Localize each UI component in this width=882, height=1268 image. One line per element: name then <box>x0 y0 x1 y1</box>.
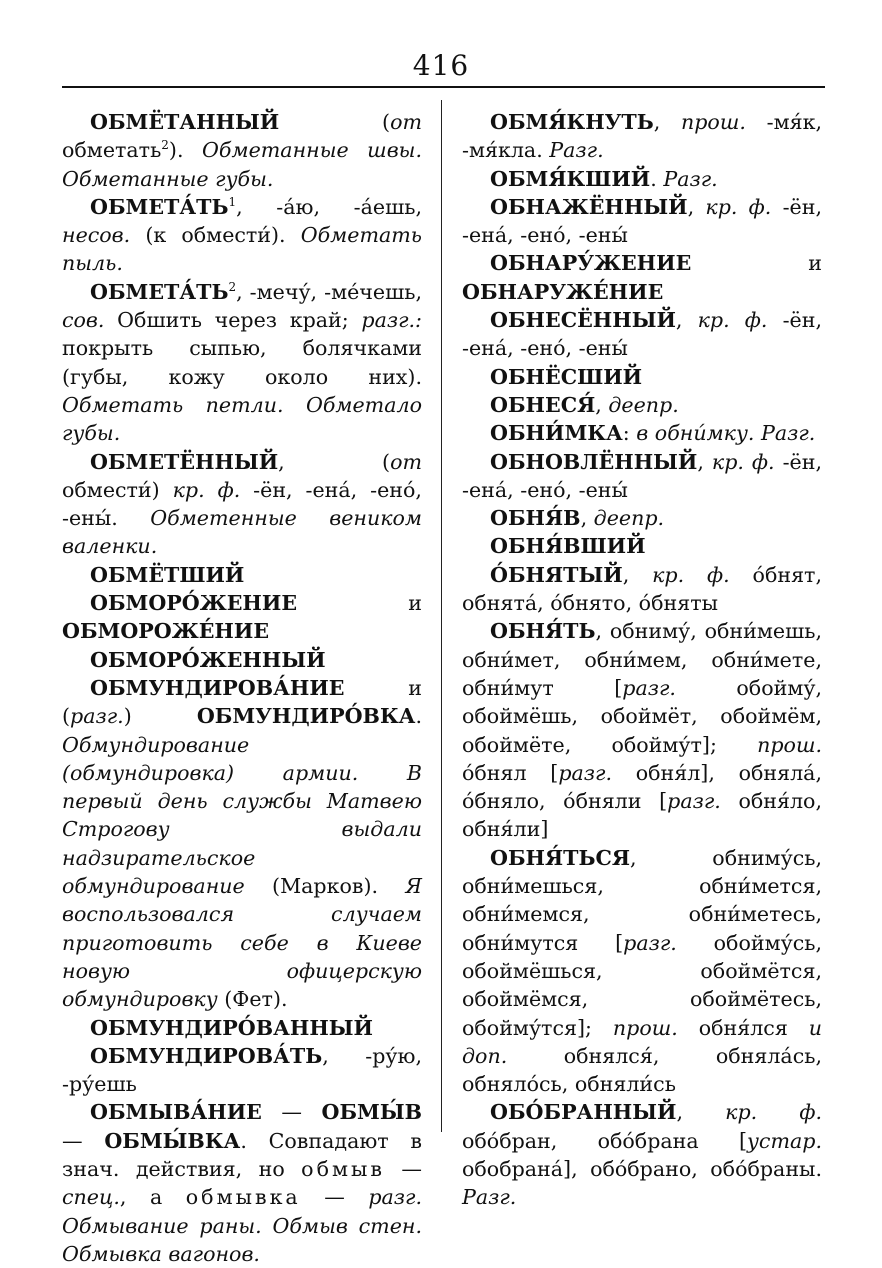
headword: ОБМУНДИРОВА́НИЕ <box>90 675 345 700</box>
entry-text: в обни́мку. Разг. <box>636 421 816 446</box>
entry-text: деепр. <box>593 506 665 531</box>
entry-text: обойму́, обоймёшь, обоймёт, обоймём, обоймёте, обойму́т]; <box>462 675 823 757</box>
entry-text: Обметенные веником валенки. <box>62 506 423 559</box>
dictionary-entry <box>62 1098 422 1268</box>
headword: ОБНЕСЯ́ <box>490 392 596 417</box>
entry-text: Обметанные швы. Обметанные губы. <box>62 138 422 191</box>
entry-text: -ён, -ена́, -ено́, -ены́ <box>462 308 822 361</box>
entry-text: разг. <box>667 789 721 814</box>
dictionary-entry <box>62 674 422 1014</box>
entry-text: , обниму́сь, обни́мешься, обни́мется, обни́мемся, обни́метесь, обни́мутся [ <box>462 845 822 955</box>
dictionary-entry <box>62 278 422 448</box>
entry-text: — <box>300 1185 369 1210</box>
headword: ОБМОРО́ЖЕНИЕ <box>90 591 298 616</box>
headword: ОБМЫ́ВКА <box>104 1128 241 1153</box>
headword: ОБНЯ́ТЬ <box>490 619 596 644</box>
entry-text: от <box>390 110 422 134</box>
dictionary-entry <box>462 306 822 363</box>
headword: ОБМЁТШИЙ <box>90 562 245 587</box>
dictionary-entry <box>462 532 822 560</box>
headword: ОБНЯ́В <box>490 506 581 531</box>
dictionary-entry <box>462 419 822 447</box>
entry-text: прош. <box>757 732 822 757</box>
headword: ОБМЕТЁННЫЙ <box>90 449 279 474</box>
headword: ОБНАРУ́ЖЕНИЕ <box>490 251 692 276</box>
entry-text: -ён, -ена́, -ено́, -ены́ <box>462 194 823 248</box>
headword: ОБМЕТА́ТЬ <box>90 279 229 304</box>
entry-text: Обшить через край; <box>104 308 362 333</box>
entry-text: обмести́) <box>62 477 173 502</box>
entry-text: , обниму́, обни́мешь, обни́мет, обни́мем, обни́мете, обни́мут [ <box>462 619 822 700</box>
entry-text: , а <box>119 1185 186 1210</box>
dictionary-entry <box>462 561 822 618</box>
entry-text: -мя́к, -мя́кла. <box>462 110 822 163</box>
entry-text: , -ру́ю, -ру́ешь <box>62 1043 422 1097</box>
entry-text: . Совпадают в знач. действия, но <box>62 1128 423 1181</box>
entry-text: Разг. <box>663 166 718 191</box>
dictionary-entry <box>62 1014 422 1042</box>
entry-text: кр. ф. <box>172 477 241 502</box>
entry-text: покрыть сыпью, болячками (губы, кожу около них). <box>62 336 422 389</box>
entry-text: обобрана́], обо́брано, обо́браны. <box>462 1156 822 1181</box>
entry-text: ). <box>168 138 203 163</box>
entry-text: -ён, -ена́, -ено́, -ены́. <box>62 477 422 531</box>
headword: ОБО́БРАННЫЙ <box>490 1100 677 1125</box>
entry-text: . <box>415 704 422 729</box>
entry-text: разг. Обмывание раны. Обмыв стен. Обмывка вагонов. <box>62 1185 422 1266</box>
entry-text: о́бнят, обнята́, о́бнято, о́бняты <box>462 562 822 616</box>
headword: ОБМЯ́КШИЙ <box>490 166 651 191</box>
entry-text: Разг. <box>549 138 604 163</box>
headword: ОБМУНДИРО́ВАННЫЙ <box>90 1015 373 1040</box>
dictionary-entry <box>462 1098 822 1211</box>
entry-text: обня́ло, обня́ли] <box>462 789 822 842</box>
entry-text: , <box>595 392 609 417</box>
headword: ОБНОВЛЁННЫЙ <box>490 449 698 474</box>
entry-text: , -мечу́, -ме́чешь, <box>236 279 422 304</box>
headword: ОБМОРО́ЖЕННЫЙ <box>90 647 326 672</box>
dictionary-entry <box>462 844 822 1099</box>
entry-text: , ( <box>278 449 391 474</box>
dictionary-entry <box>462 193 822 250</box>
entry-text: — <box>62 1128 105 1153</box>
entry-text: и <box>297 591 422 616</box>
entry-text: устар. <box>746 1128 822 1153</box>
dictionary-entry <box>462 249 822 306</box>
headword: ОБМЁТАННЫЙ <box>90 110 280 134</box>
homonym-index: 2 <box>161 138 169 153</box>
headword: ОБНАРУЖЕ́НИЕ <box>462 279 664 304</box>
entry-text: ( <box>279 110 391 134</box>
headword: О́БНЯТЫЙ <box>490 562 623 587</box>
entry-text: Обметать пыль. <box>62 223 422 276</box>
entry-text: обня́л], обняла́, о́бняло, о́бняли [ <box>462 760 822 814</box>
headword: ОБМЯ́КНУТЬ <box>490 110 654 134</box>
entry-text: кр. ф. <box>725 1100 822 1125</box>
dictionary-entry <box>462 108 822 165</box>
entry-text: Обмундирование (обмундировка) армии. В первый день службы Матвею Строгову выдали надзирательское обмундирование <box>62 732 422 899</box>
entry-text: от <box>390 449 422 474</box>
headword: ОБМУНДИРО́ВКА <box>196 704 416 729</box>
dictionary-entry <box>462 363 822 391</box>
entry-text: обмыв <box>301 1156 385 1181</box>
entry-text: — <box>384 1156 422 1181</box>
column-divider <box>441 100 442 1132</box>
dictionary-entry <box>62 589 422 646</box>
entry-text: обмывка <box>185 1185 301 1210</box>
dictionary-entry <box>62 108 422 193</box>
right-column <box>462 108 822 1212</box>
entry-text: несов. <box>62 223 131 248</box>
left-column <box>62 108 422 1268</box>
entry-text: обметать <box>62 138 162 163</box>
dictionary-entry <box>62 646 422 674</box>
entry-text: разг. <box>622 675 676 700</box>
dictionary-entry <box>462 391 822 419</box>
entry-text: (к обмести́). <box>130 223 301 248</box>
entry-text: (Марков). <box>244 874 406 899</box>
entry-text: Разг. <box>462 1185 517 1210</box>
headword: ОБМУНДИРОВА́ТЬ <box>90 1043 323 1068</box>
entry-text: кр. ф. <box>711 449 775 474</box>
entry-text: , <box>580 506 594 531</box>
entry-text: обнялся́, обняла́сь, обняло́сь, обняли́сь <box>462 1043 822 1097</box>
headword: ОБНЯ́ТЬСЯ <box>490 845 631 870</box>
entry-text: обойму́сь, обоймёшься, обоймётся, обоймёмся, обоймётесь, обойму́тся]; <box>462 930 822 1040</box>
entry-text: (Фет). <box>217 987 288 1012</box>
entry-text: , <box>687 194 706 219</box>
homonym-index: 2 <box>228 279 237 294</box>
entry-text: разг. <box>623 930 677 955</box>
headword: ОБМОРОЖЕ́НИЕ <box>62 619 270 644</box>
dictionary-entry <box>462 448 822 505</box>
dictionary-entry <box>62 561 422 589</box>
headword: ОБНЁСШИЙ <box>490 364 643 389</box>
entry-text: — <box>261 1100 322 1125</box>
entry-text: о́бнял [ <box>462 760 559 785</box>
entry-text: , -а́ю, -а́ешь, <box>236 194 422 219</box>
entry-text: , <box>675 308 698 333</box>
entry-text: , <box>697 449 712 474</box>
headword: ОБНЯ́ВШИЙ <box>490 534 646 559</box>
dictionary-entry <box>62 448 422 561</box>
dictionary-entry <box>62 1042 422 1099</box>
headword: ОБМЫ́В <box>321 1100 422 1125</box>
entry-text: , <box>676 1100 726 1125</box>
entry-text: деепр. <box>608 392 679 417</box>
headword: ОБНЕСЁННЫЙ <box>490 308 676 333</box>
entry-text: ) <box>123 704 197 729</box>
entry-text: и доп. <box>462 1015 823 1068</box>
entry-text: прош. <box>680 110 746 134</box>
headword: ОБНАЖЁННЫЙ <box>490 194 688 219</box>
entry-text: прош. <box>612 1015 678 1040</box>
entry-text: : <box>622 421 637 446</box>
dictionary-entry <box>462 617 822 843</box>
headword: ОБМЫВА́НИЕ <box>90 1100 262 1125</box>
header-rule <box>62 86 825 88</box>
homonym-index: 1 <box>228 195 237 210</box>
entry-text: . <box>650 166 664 191</box>
dictionary-entry <box>62 193 422 278</box>
page-number: 416 <box>412 49 470 82</box>
entry-text: , <box>653 110 681 134</box>
entry-text: разг. <box>70 704 124 729</box>
entry-text: кр. ф. <box>697 308 768 333</box>
entry-text: , <box>622 562 653 587</box>
entry-text: спец. <box>62 1185 120 1210</box>
entry-text: обо́бран, обо́брана [ <box>462 1128 747 1153</box>
entry-text: Я воспользовался случаем приготовить себе в Киеве новую офицерскую обмундировку <box>62 874 422 1012</box>
entry-text: разг.: <box>361 308 422 333</box>
dictionary-entry <box>462 504 822 532</box>
entry-text: Обметать петли. Обметало губы. <box>62 392 422 446</box>
entry-text: кр. ф. <box>705 194 772 219</box>
entry-text: сов. <box>62 308 105 333</box>
entry-text: обня́лся <box>677 1015 809 1040</box>
entry-text: разг. <box>558 760 612 785</box>
entry-text: и ( <box>62 675 422 729</box>
entry-text: -ён, -ена́, -ено́, -ены́ <box>462 449 822 502</box>
headword: ОБНИ́МКА <box>490 421 623 446</box>
entry-text: и <box>691 251 822 276</box>
dictionary-entry <box>462 165 822 193</box>
headword: ОБМЕТА́ТЬ <box>90 194 229 219</box>
entry-text: кр. ф. <box>652 562 730 587</box>
